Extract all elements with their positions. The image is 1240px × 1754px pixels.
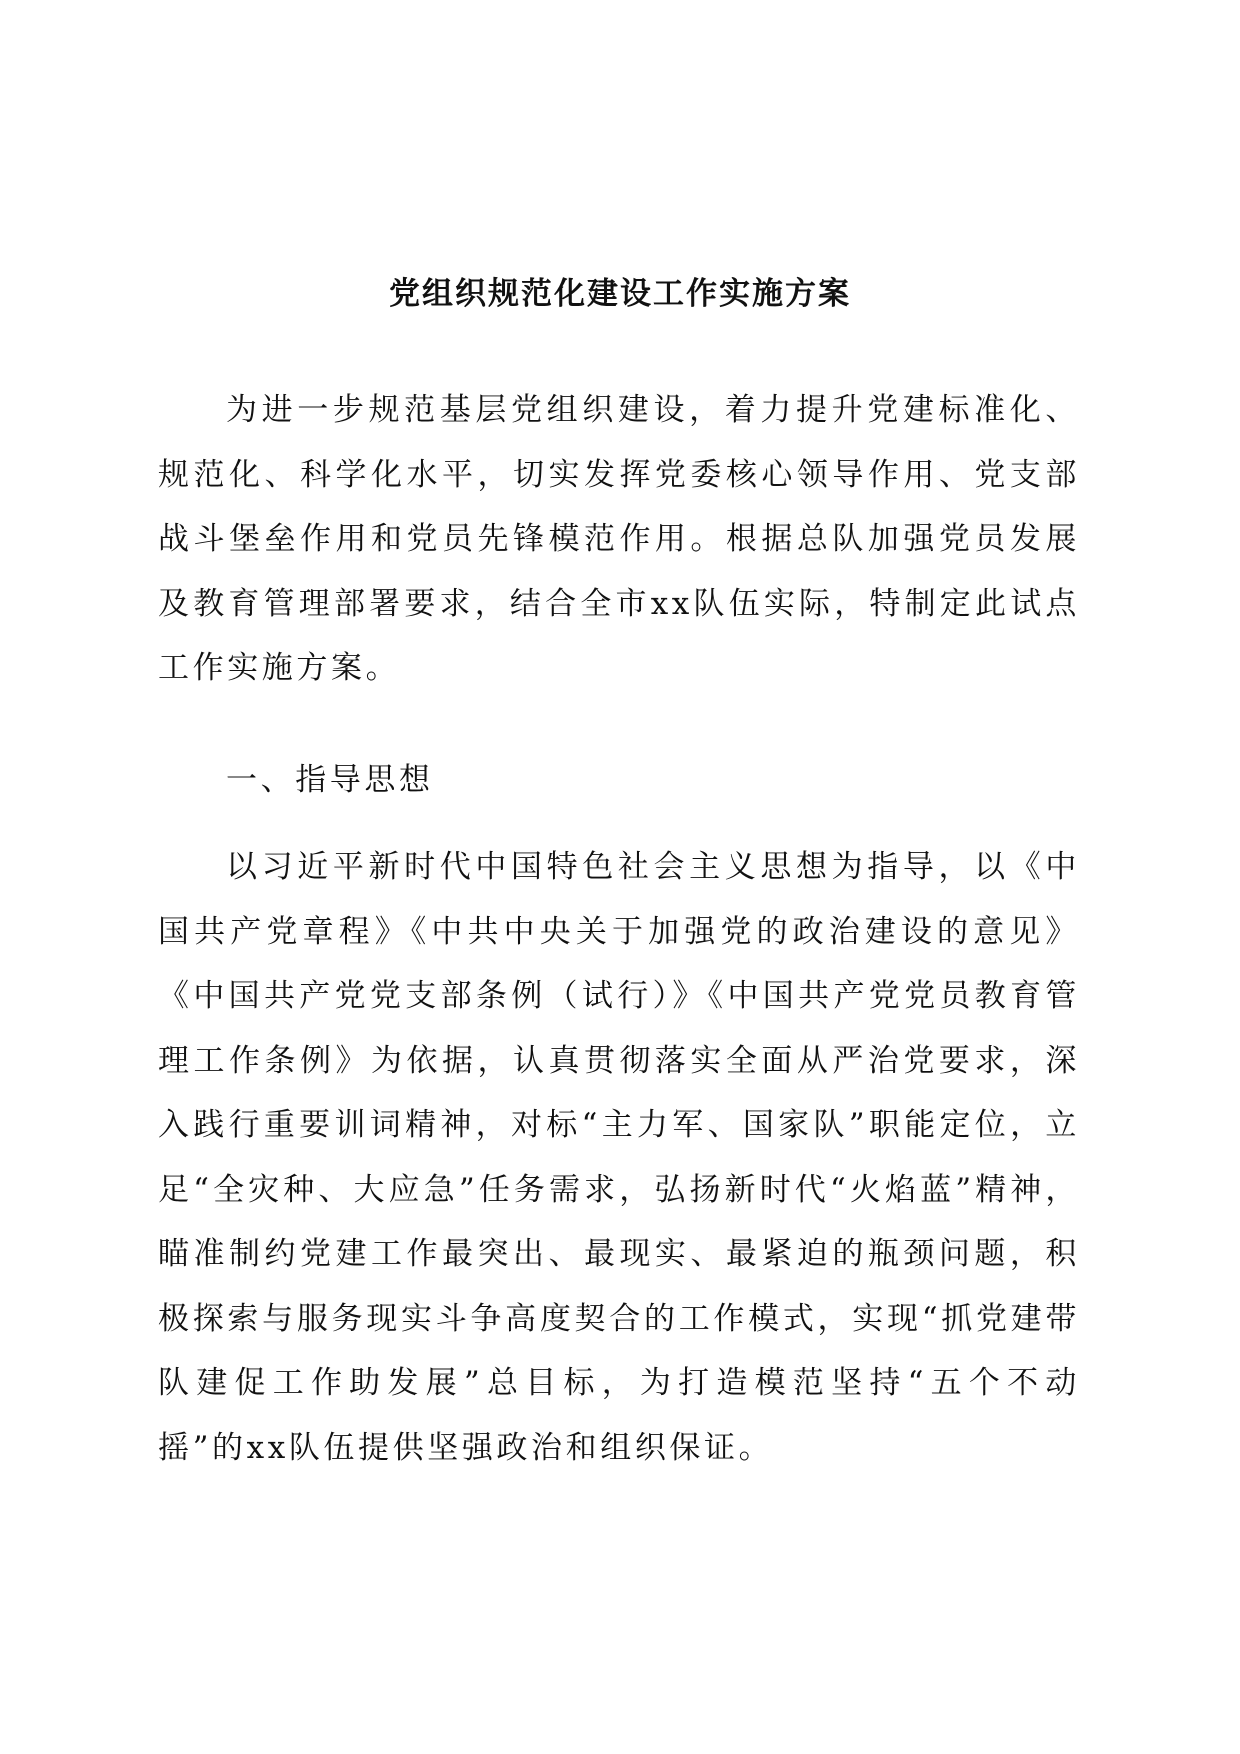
section-heading-guiding-ideology: 一、指导思想 [226,762,434,798]
section-paragraph-guiding-ideology: 以习近平新时代中国特色社会主义思想为指导，以《中国共产党章程》《中共中央关于加强党的政治建设的意见》《中国共产党党支部条例（试行）》《中国共产党党员教育管理工作条例》为依据，认真贯彻落实全面从严治党要求，深入践行重要训词精神，对标“主力军、国家队”职能定位，立足“全灾种、大应急”任务需求，弘扬新时代“火焰蓝”精神，瞄准制约党建工作最突出、最现实、最紧迫的瓶颈问题，积极探索与服务现实斗争高度契合的工作模式，实现“抓党建带队建促工作助发展”总目标，为打造模范坚持“五个不动摇”的xx队伍提供坚强政治和组织保证。 [158,849,1080,1466]
document-title: 党组织规范化建设工作实施方案 [389,276,851,312]
intro-paragraph: 为进一步规范基层党组织建设，着力提升党建标准化、规范化、科学化水平，切实发挥党委核心领导作用、党支部战斗堡垒作用和党员先锋模范作用。根据总队加强党员发展及教育管理部署要求，结合全市xx队伍实际，特制定此试点工作实施方案。 [158,392,1080,686]
